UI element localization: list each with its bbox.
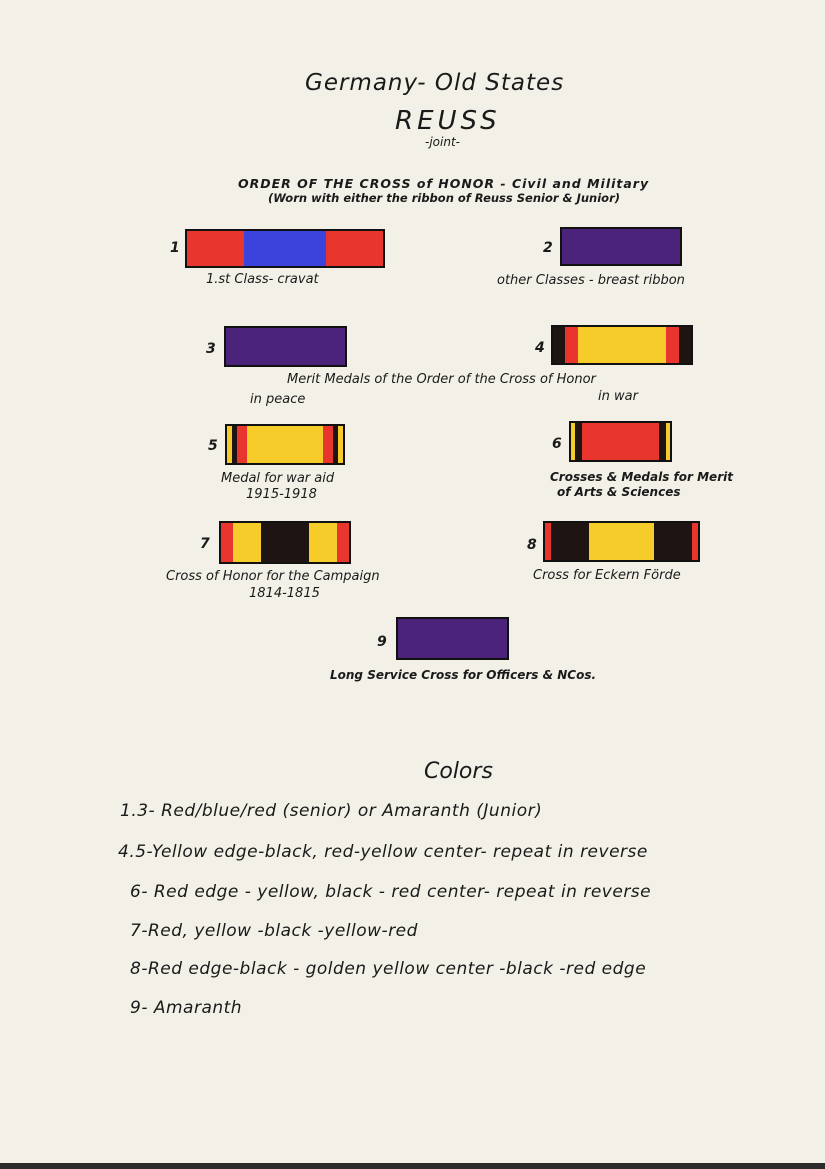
ribbon-number: 4 — [535, 340, 545, 356]
state-subtitle: -joint- — [425, 135, 460, 149]
ribbon-stripe — [692, 523, 698, 560]
ribbon-4 — [551, 325, 693, 365]
ribbon-caption-years: 1814-1815 — [249, 586, 320, 601]
merit-peace-label: in peace — [250, 392, 306, 407]
ribbon-number: 6 — [552, 436, 562, 452]
ribbon-number: 3 — [206, 341, 216, 357]
ribbon-stripe — [226, 328, 345, 365]
ribbon-stripe — [309, 523, 337, 562]
ribbon-number: 1 — [170, 240, 180, 256]
ribbon-stripe — [261, 523, 310, 562]
ribbon-caption: Medal for war aid — [221, 471, 335, 486]
ribbon-2 — [560, 227, 682, 266]
ribbon-stripe — [575, 423, 582, 460]
ribbon-caption: Crosses & Medals for Merit — [550, 470, 733, 484]
ribbon-number: 9 — [377, 634, 387, 650]
ribbon-stripe — [337, 523, 349, 562]
ribbon-7 — [219, 521, 351, 564]
ribbon-stripe — [244, 231, 326, 266]
order-note: (Worn with either the ribbon of Reuss Senior & Junior) — [268, 191, 620, 205]
colors-line: 8-Red edge-black - golden yellow center -black -red edge — [130, 959, 647, 979]
ribbon-caption-line2: of Arts & Sciences — [557, 485, 681, 499]
ribbon-stripe — [578, 327, 666, 363]
state-name: REUSS — [395, 106, 501, 136]
ribbon-stripe — [666, 327, 678, 363]
ribbon-1 — [185, 229, 385, 268]
ribbon-caption: Cross of Honor for the Campaign — [166, 569, 380, 584]
ribbon-6 — [569, 421, 672, 462]
ribbon-number: 5 — [208, 438, 218, 454]
ribbon-stripe — [221, 523, 233, 562]
page-title: Germany- Old States — [305, 70, 565, 96]
colors-line: 1.3- Red/blue/red (senior) or Amaranth (Junior) — [120, 801, 543, 821]
ribbon-caption: other Classes - breast ribbon — [497, 273, 685, 288]
ribbon-stripe — [679, 327, 691, 363]
ribbon-stripe — [551, 523, 589, 560]
ribbon-stripe — [323, 426, 332, 463]
colors-line: 6- Red edge - yellow, black - red center- repeat in reverse — [130, 882, 652, 902]
ribbon-stripe — [565, 327, 577, 363]
ribbon-8 — [543, 521, 700, 562]
ribbon-stripe — [237, 426, 246, 463]
ribbon-caption-years: 1915-1918 — [246, 487, 317, 502]
ribbon-stripe — [654, 523, 692, 560]
ribbon-stripe — [233, 523, 261, 562]
ribbon-caption: Cross for Eckern Förde — [533, 568, 681, 583]
order-name: ORDER OF THE CROSS of HONOR - Civil and Military — [238, 176, 650, 191]
ribbon-caption: 1.st Class- cravat — [206, 272, 319, 287]
ribbon-stripe — [582, 423, 659, 460]
colors-line: 9- Amaranth — [130, 998, 243, 1018]
colors-line: 4.5-Yellow edge-black, red-yellow center- repeat in reverse — [118, 842, 648, 862]
page-bottom-edge — [0, 1163, 825, 1169]
ribbon-stripe — [553, 327, 565, 363]
ribbon-number: 8 — [527, 537, 537, 553]
ribbon-stripe — [666, 423, 670, 460]
ribbon-9 — [396, 617, 509, 660]
ribbon-stripe — [326, 231, 383, 266]
merit-war-label: in war — [598, 389, 638, 404]
ribbon-stripe — [247, 426, 324, 463]
ribbon-stripe — [338, 426, 343, 463]
ribbon-3 — [224, 326, 347, 367]
ribbon-stripe — [187, 231, 244, 266]
colors-line: 7-Red, yellow -black -yellow-red — [130, 921, 418, 941]
ribbon-5 — [225, 424, 345, 465]
ribbon-stripe — [562, 229, 680, 264]
ribbon-stripe — [398, 619, 507, 658]
ribbon-caption: Long Service Cross for Officers & NCos. — [330, 668, 597, 682]
ribbon-stripe — [659, 423, 666, 460]
colors-heading: Colors — [424, 759, 493, 784]
ribbon-stripe — [589, 523, 653, 560]
merit-medals-label: Merit Medals of the Order of the Cross of Honor — [287, 372, 596, 387]
ribbon-number: 7 — [200, 536, 210, 552]
ribbon-number: 2 — [543, 240, 553, 256]
